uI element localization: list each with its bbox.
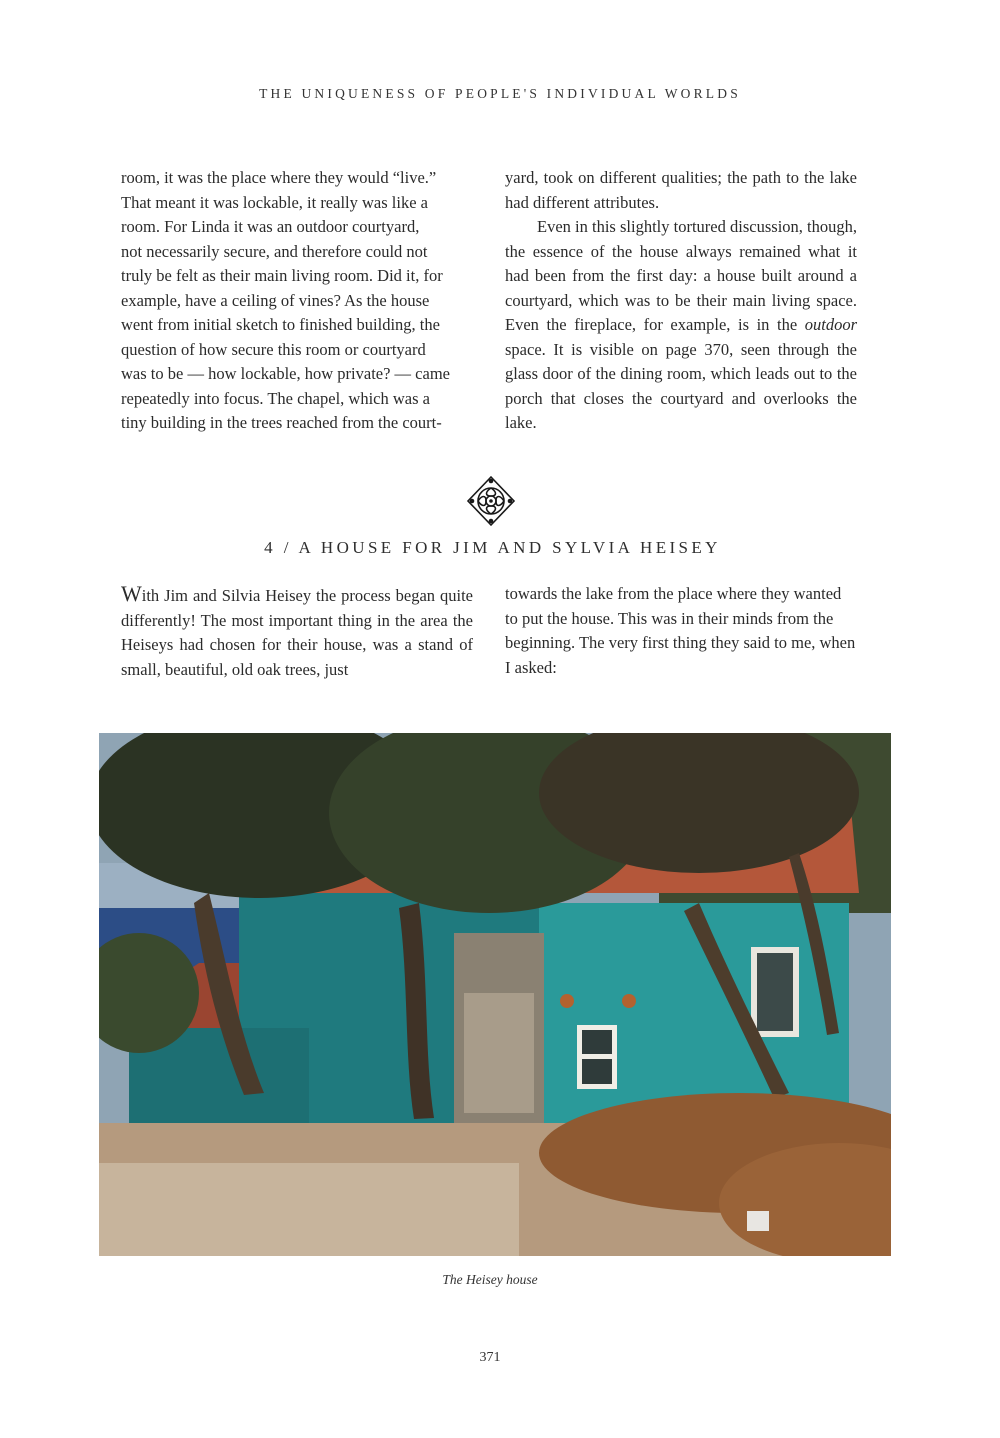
text-line: room. For Linda it was an outdoor courtyard, <box>121 217 420 236</box>
text-line: example, have a ceiling of vines? As the house <box>121 290 430 310</box>
section-title: 4 / A HOUSE FOR JIM AND SYLVIA HEISEY <box>264 538 721 557</box>
paragraph <box>505 215 857 436</box>
text-line: truly be felt as their main living room. Did it, for <box>121 266 443 285</box>
text-line: not necessarily secure, and therefore could not <box>121 241 428 261</box>
fleuron-ornament-icon <box>465 474 517 528</box>
paragraph-text: ith Jim and Silvia Heisey the process began quite differently! The most important thing in the area the Heiseys had chosen for their house, was a stand of small, beautiful, old oak trees, just <box>121 586 473 679</box>
top-left-column <box>121 166 473 436</box>
paragraph: towards the lake from the place where they wanted to put the house. This was in their minds from the beginning. The very first thing they said to me, when I asked: <box>505 584 856 677</box>
running-head: THE UNIQUENESS OF PEOPLE'S INDIVIDUAL WORLDS <box>259 86 741 101</box>
paragraph: yard, took on different qualities; the path to the lake had different attributes. <box>505 168 857 212</box>
text-line: question of how secure this room or courtyard <box>121 339 426 359</box>
photo-caption: The Heisey house <box>442 1272 538 1287</box>
text-line: tiny building in the trees reached from the court- <box>121 413 442 432</box>
top-right-column <box>505 166 857 436</box>
page-number: 371 <box>479 1350 501 1365</box>
paragraph <box>121 582 473 682</box>
text-line: That meant it was lockable, it really was like a <box>121 192 428 212</box>
bottom-right-column <box>505 582 857 680</box>
paragraph-text: space. It is visible on page 370, seen through the glass door of the dining room, which leads out to the porch that closes the courtyard and overlooks the lake. <box>505 339 857 432</box>
paragraph <box>121 166 473 436</box>
paragraph-text: Even in this slightly tortured discussion, though, the essence of the house always remained what it had been from the first day: a house built around a courtyard, which was to be their main living space. Even the fireplace, for example, is in the <box>505 217 857 334</box>
drop-cap: W <box>121 581 142 606</box>
text-line: repeatedly into focus. The chapel, which was a <box>121 388 430 408</box>
text-line: room, it was the place where they would “live.” <box>121 168 437 187</box>
house-photo <box>99 733 891 1256</box>
bottom-left-column <box>121 582 473 682</box>
emphasis: outdoor <box>804 315 857 334</box>
text-line: was to be — how lockable, how private? — came <box>121 364 450 383</box>
text-line: went from initial sketch to finished building, the <box>121 315 440 334</box>
